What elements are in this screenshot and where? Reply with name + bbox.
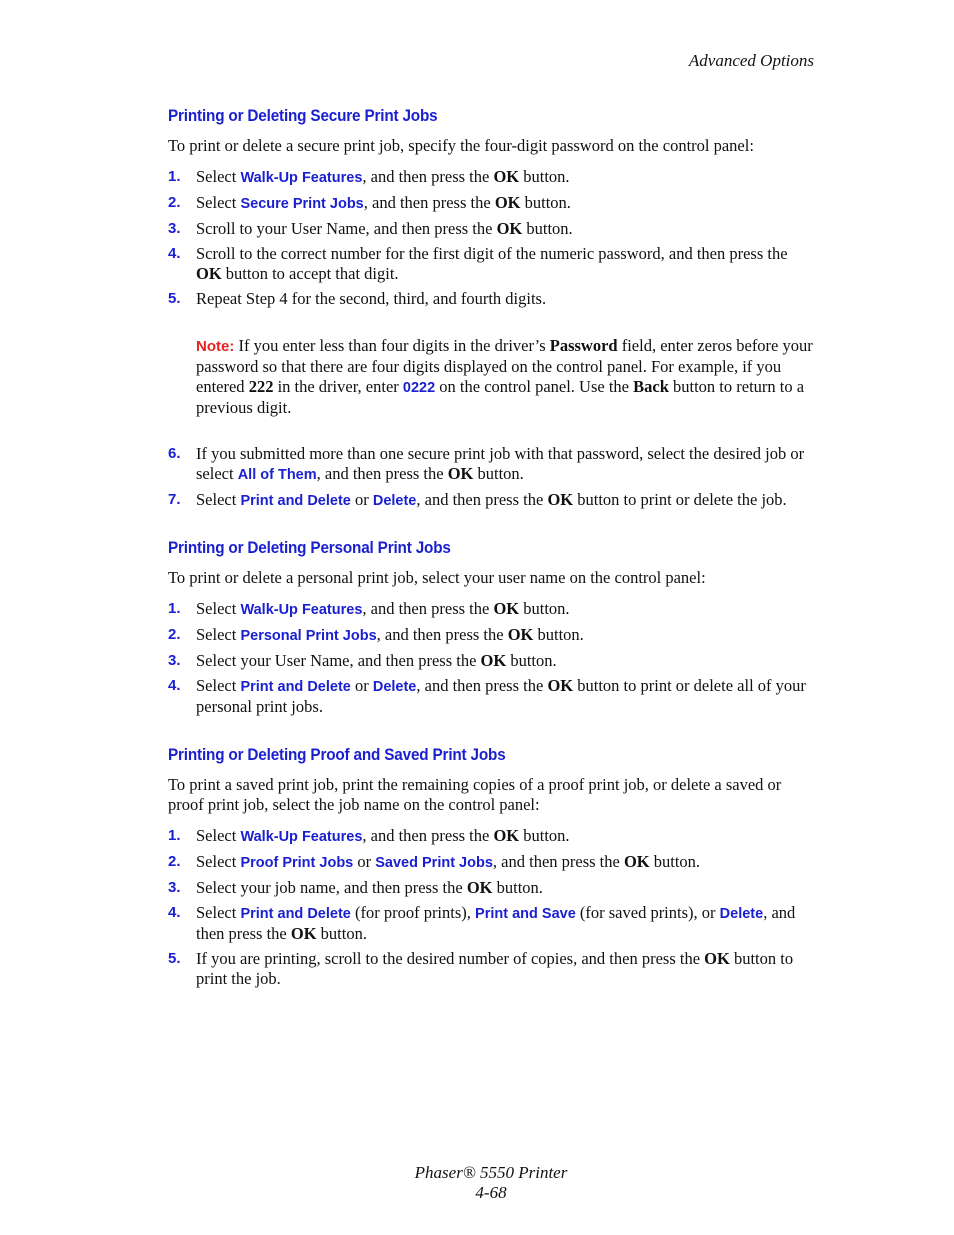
- personal-intro: To print or delete a personal print job, select your user name on the control panel:: [168, 568, 706, 587]
- proof-heading: Printing or Deleting Proof and Saved Print Jobs: [168, 745, 506, 764]
- list-item: 3. Scroll to your User Name, and then press the OK button.: [168, 219, 573, 238]
- ui-term: Delete: [372, 493, 417, 509]
- personal-section: [168, 538, 816, 717]
- list-item: 3. Select your job name, and then press the OK button.: [168, 878, 543, 897]
- ui-term: Print and Delete: [240, 493, 351, 509]
- running-header: Advanced Options: [688, 51, 814, 70]
- personal-heading: Printing or Deleting Personal Print Jobs: [168, 538, 451, 557]
- list-item: 5. Repeat Step 4 for the second, third, and fourth digits.: [168, 289, 547, 308]
- list-item: 5. If you are printing, scroll to the desired number of copies, and then press the OK button to print the job.: [168, 949, 794, 988]
- secure-steps-cont: [168, 444, 816, 511]
- secure-section: [168, 106, 816, 511]
- list-item: 2. Select Personal Print Jobs, and then press the OK button.: [168, 625, 584, 644]
- list-item: 1. Select Walk-Up Features, and then press the OK button.: [168, 826, 570, 845]
- ui-term: 0222: [402, 380, 436, 396]
- ui-term: Saved Print Jobs: [375, 855, 493, 871]
- ui-term: Delete: [719, 906, 764, 922]
- list-item: 3. Select your User Name, and then press the OK button.: [168, 651, 557, 670]
- list-item: 4. Select Print and Delete (for proof prints), Print and Save (for saved prints), or Delete, and then press the OK button.: [168, 903, 796, 943]
- ui-term: Secure Print Jobs: [240, 196, 364, 212]
- list-item: 4. Select Print and Delete or Delete, and then press the OK button to print or delete all of your personal print jobs.: [168, 676, 806, 716]
- ui-term: Print and Save: [475, 906, 576, 922]
- ui-term: Walk-Up Features: [240, 829, 363, 845]
- note-box: Note: If you enter less than four digits in the driver’s Password field, enter zeros before your password so that there are four digits displayed on the control panel. For example, if you entered 222 in the driver, enter 0222 on the control panel. Use the Back button to return to a previous digit.: [196, 336, 813, 417]
- page-footer: [0, 1163, 954, 1203]
- list-item: 1. Select Walk-Up Features, and then press the OK button.: [168, 167, 570, 186]
- proof-steps: [168, 826, 816, 989]
- ui-term: Print and Delete: [240, 679, 351, 695]
- list-item: 6. If you submitted more than one secure print job with that password, select the desired job or select All of Them, and then press the OK button.: [168, 444, 805, 483]
- list-item: 7. Select Print and Delete or Delete, and then press the OK button to print or delete the job.: [168, 490, 787, 509]
- list-item: 4. Scroll to the correct number for the first digit of the numeric password, and then press the OK button to accept that digit.: [168, 244, 788, 283]
- list-item: 2. Select Secure Print Jobs, and then press the OK button.: [168, 193, 571, 212]
- ui-term: All of Them: [237, 467, 317, 483]
- personal-steps: [168, 599, 816, 717]
- secure-steps: [168, 167, 816, 309]
- note-label: Note:: [196, 338, 235, 355]
- ui-term: Proof Print Jobs: [240, 855, 354, 871]
- ui-term: Walk-Up Features: [240, 602, 363, 618]
- ui-term: Personal Print Jobs: [240, 628, 377, 644]
- footer-page-number: 4-68: [475, 1183, 507, 1202]
- list-item: 1. Select Walk-Up Features, and then press the OK button.: [168, 599, 570, 618]
- footer-product: Phaser® 5550 Printer: [414, 1163, 568, 1182]
- secure-heading: Printing or Deleting Secure Print Jobs: [168, 106, 438, 125]
- ui-term: Walk-Up Features: [240, 170, 363, 186]
- ui-term: Delete: [372, 679, 417, 695]
- proof-intro: To print a saved print job, print the remaining copies of a proof print job, or delete a saved or proof print job, select the job name on the control panel:: [168, 775, 782, 814]
- list-item: 2. Select Proof Print Jobs or Saved Print Jobs, and then press the OK button.: [168, 852, 701, 871]
- proof-section: [168, 745, 816, 989]
- secure-intro: To print or delete a secure print job, specify the four-digit password on the control panel:: [168, 136, 754, 155]
- ui-term: Print and Delete: [240, 906, 351, 922]
